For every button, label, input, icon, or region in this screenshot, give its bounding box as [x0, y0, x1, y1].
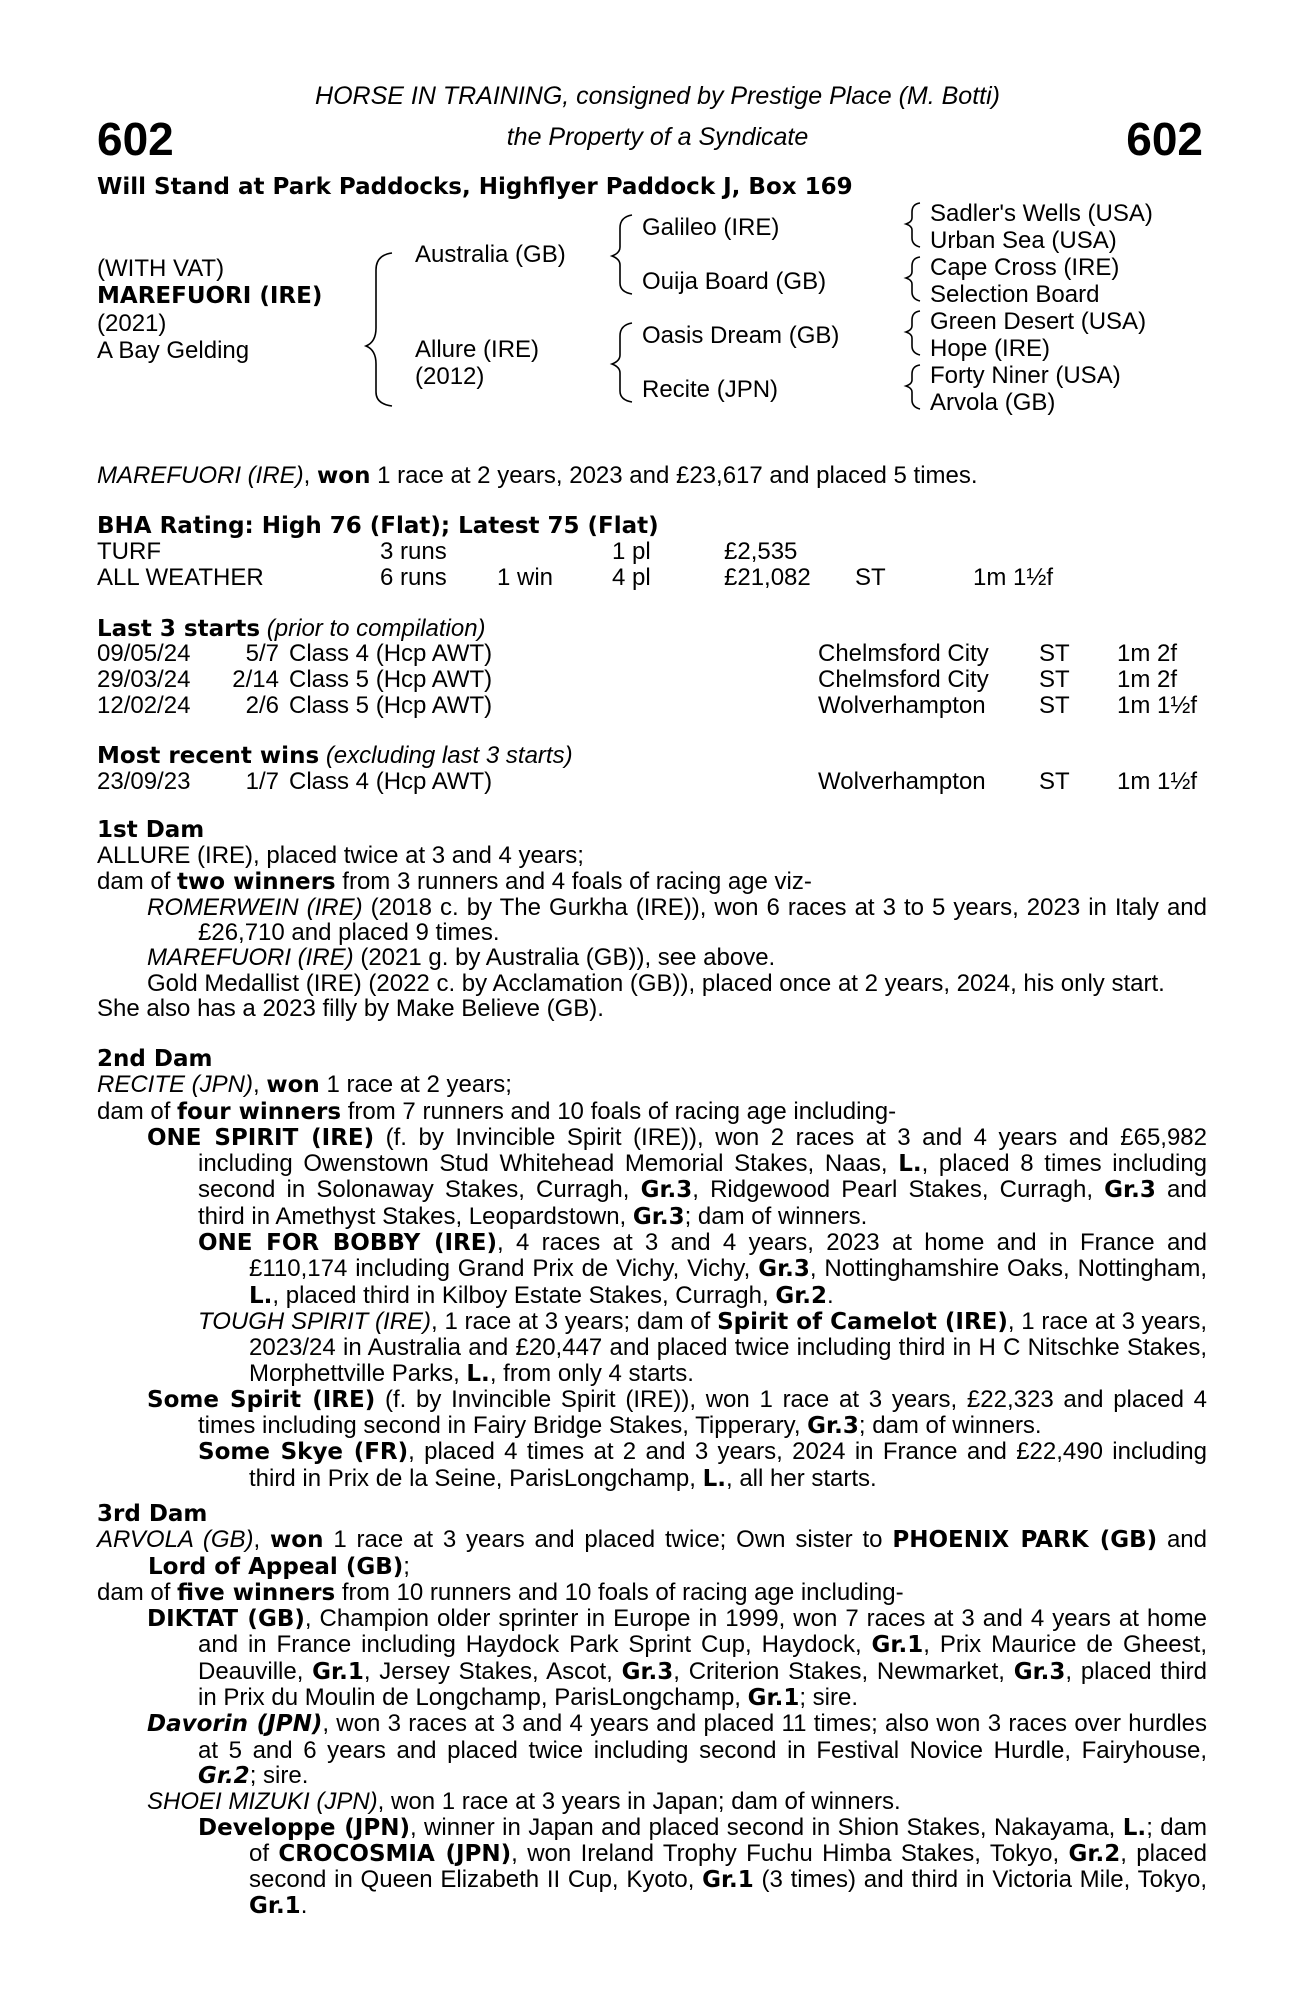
dam-name: RECITE (JPN)	[97, 1071, 253, 1099]
produce-diktat	[97, 1606, 1207, 1711]
text: (f. by Invincible Spirit (IRE)), won 2 races at 3 and 4 years and £65,982 including Owenstown Stud Whitehead Memorial Stakes, Naas,	[198, 1123, 1208, 1178]
pedigree-gen3-6: Hope (IRE)	[930, 335, 1051, 362]
first-dam-section	[97, 818, 1207, 1021]
grade: Gr.1	[312, 1658, 364, 1685]
grade: Gr.3	[1104, 1177, 1156, 1204]
text: , won 1 race at 3 years in Japan; dam of winners.	[377, 1788, 901, 1816]
rating-placed: 4 pl	[612, 564, 651, 591]
text: (f. by Invincible Spirit (IRE)), won 1 race at 3 years, £22,323 and placed 4 times including second in Fairy Bridge Stakes, Tipperary,	[198, 1385, 1207, 1440]
produce-name: Developpe (JPN)	[198, 1814, 410, 1841]
start-position: 2/14	[232, 666, 279, 693]
text: , placed 4 times at 2 and 3 years, 2024 in France and £22,490 including third in Prix de la Seine, ParisLongchamp,	[249, 1438, 1207, 1492]
consignment-line: HORSE IN TRAINING, consigned by Prestige Place (M. Botti)	[315, 82, 1000, 110]
text: ,	[253, 1071, 267, 1099]
text: , all her starts.	[725, 1464, 877, 1492]
winners-count: four winners	[177, 1098, 342, 1125]
pedigree-gen2-3: Oasis Dream (GB)	[642, 322, 840, 349]
winners-count: two winners	[177, 868, 336, 895]
produce-gold-medallist: Gold Medallist (IRE) (2022 c. by Acclamation (GB)), placed once at 2 years, 2024, his only start.	[147, 969, 1165, 997]
produce-name: SHOEI MIZUKI (JPN)	[147, 1788, 378, 1816]
horse-year: (2021)	[97, 310, 167, 337]
text: , Nottinghamshire Oaks, Nottingham,	[809, 1255, 1207, 1283]
text: , won Ireland Trophy Fuchu Himba Stakes, Tokyo,	[511, 1839, 1069, 1867]
pedigree-gen3-3: Cape Cross (IRE)	[930, 254, 1120, 281]
brace-g3-2	[906, 257, 920, 301]
rating-going: ST	[855, 564, 886, 591]
third-dam-line	[97, 1527, 1207, 1580]
grade: Gr.3	[640, 1177, 693, 1204]
grade: Gr.3	[758, 1256, 810, 1283]
text: , 1 race at 3 years; dam of	[431, 1307, 718, 1335]
text: dam of	[97, 867, 178, 895]
pedigree-gen3-7: Forty Niner (USA)	[930, 362, 1121, 389]
text: ;	[403, 1552, 410, 1580]
vat-note: (WITH VAT)	[97, 255, 225, 282]
produce-name: ONE SPIRIT (IRE)	[147, 1124, 375, 1151]
brace-g3-3	[906, 311, 920, 355]
second-dam-section	[97, 1047, 1207, 1492]
rating-surface: TURF	[97, 538, 161, 565]
text: , Jersey Stakes, Ascot,	[363, 1657, 622, 1685]
third-dam-title: 3rd Dam	[97, 1501, 208, 1527]
produce-some-skye	[97, 1439, 1207, 1492]
produce-name: Some Spirit (IRE)	[147, 1386, 376, 1413]
text: ,	[253, 1526, 271, 1554]
text: , placed 8 times including second in Solonaway Stakes, Curragh,	[198, 1150, 1208, 1204]
grade: L.	[702, 1465, 726, 1492]
brace-dam	[612, 323, 632, 402]
text: , from only 4 starts.	[489, 1359, 694, 1387]
second-dam-produce-line	[97, 1099, 1207, 1125]
summary-won: won	[317, 463, 371, 489]
start-course: Chelmsford City	[818, 666, 989, 693]
grade: L.	[249, 1282, 273, 1309]
grade: Gr.1	[702, 1867, 754, 1894]
text: (3 times) and third in Victoria Mile, Tokyo,	[753, 1866, 1207, 1894]
recent-wins-heading	[97, 742, 573, 770]
win-position: 1/7	[245, 768, 279, 795]
rating-surface: ALL WEATHER	[97, 564, 264, 591]
grade: Gr.3	[632, 1203, 685, 1230]
pedigree-gen2-1: Galileo (IRE)	[642, 214, 780, 241]
start-race: Class 5 (Hcp AWT)	[289, 666, 493, 693]
winners-count: five winners	[177, 1579, 336, 1606]
grade: Gr.3	[621, 1658, 674, 1685]
produce-text: (2021 g. by Australia (GB)), see above.	[353, 944, 776, 972]
produce-name: DIKTAT (GB)	[147, 1606, 305, 1633]
text: .	[300, 1892, 308, 1920]
rating-runs: 3 runs	[380, 538, 447, 565]
pedigree-gen3-5: Green Desert (USA)	[930, 308, 1147, 335]
text: , 1 race at 3 years, 2023/24 in Australia and £20,447 and placed twice including third in H C Nitschke Stakes, Morphettville Parks,	[249, 1307, 1208, 1387]
grade: Gr.2	[1068, 1840, 1121, 1867]
start-distance: 1m 1½f	[1117, 692, 1198, 719]
pedigree-gen3-2: Urban Sea (USA)	[930, 227, 1117, 254]
first-dam-produce-line	[97, 869, 1207, 895]
start-race: Class 5 (Hcp AWT)	[289, 692, 493, 719]
produce-one-spirit	[97, 1125, 1207, 1230]
text: from 10 runners and 10 foals of racing age including-	[335, 1578, 904, 1606]
start-course: Chelmsford City	[818, 640, 989, 667]
produce-shoei-mizuki	[97, 1789, 1207, 1814]
pedigree-gen3-8: Arvola (GB)	[930, 389, 1056, 416]
horse-description: A Bay Gelding	[97, 337, 250, 364]
text: dam of	[97, 1578, 178, 1606]
text: ; dam of winners.	[684, 1202, 868, 1230]
rating-prize: £2,535	[724, 538, 798, 565]
second-dam-title: 2nd Dam	[97, 1046, 213, 1072]
lot-number-left: 602	[97, 113, 174, 165]
third-dam-section	[97, 1502, 1207, 1920]
start-distance: 1m 2f	[1117, 640, 1178, 667]
summary-text: 1 race at 2 years, 2023 and £23,617 and placed 5 times.	[377, 462, 978, 489]
stand-location: Will Stand at Park Paddocks, Highflyer Paddock J, Box 169	[97, 174, 853, 200]
summary-horse-name: MAREFUORI (IRE)	[97, 462, 304, 489]
pedigree-gen3-1: Sadler's Wells (USA)	[930, 200, 1153, 227]
recent-wins-title: Most recent wins	[97, 743, 320, 769]
win-date: 23/09/23	[97, 768, 191, 795]
produce-marefuori	[97, 945, 1207, 970]
grade: L.	[466, 1360, 490, 1387]
first-dam-line: ALLURE (IRE), placed twice at 3 and 4 years;	[97, 842, 584, 870]
text: from 7 runners and 10 foals of racing age including-	[341, 1097, 897, 1125]
produce-tough-spirit	[97, 1309, 1207, 1387]
text: , Ridgewood Pearl Stakes, Curragh,	[692, 1176, 1105, 1204]
relative-name: Lord of Appeal (GB)	[148, 1553, 404, 1580]
second-dam-line	[97, 1072, 1207, 1098]
grade: Gr.2	[198, 1762, 250, 1789]
grade: Gr.2	[775, 1282, 828, 1309]
produce-name: TOUGH SPIRIT (IRE)	[198, 1307, 432, 1335]
relative-name: PHOENIX PARK (GB)	[892, 1527, 1158, 1554]
brace-g3-4	[906, 365, 920, 409]
pedigree-gen3-4: Selection Board	[930, 281, 1100, 308]
brace-sire	[612, 215, 632, 294]
produce-name: Davorin (JPN)	[147, 1711, 323, 1738]
text: 1 race at 3 years and placed twice; Own sister to	[323, 1526, 893, 1554]
first-dam-title: 1st Dam	[97, 817, 205, 843]
bha-rating-title: BHA Rating: High 76 (Flat); Latest 75 (Flat)	[97, 513, 659, 539]
start-distance: 1m 2f	[1117, 666, 1178, 693]
produce-davorin	[97, 1711, 1207, 1789]
won-label: won	[266, 1072, 320, 1099]
first-dam-also: She also has a 2023 filly by Make Believe (GB).	[97, 995, 604, 1023]
text: ; sire.	[799, 1684, 859, 1712]
produce-name: ROMERWEIN (IRE)	[147, 893, 363, 921]
start-going: ST	[1039, 692, 1070, 719]
text: dam of	[97, 1097, 178, 1125]
text: ; dam of winners.	[858, 1412, 1042, 1440]
win-distance: 1m 1½f	[1117, 768, 1198, 795]
text: .	[827, 1281, 834, 1309]
recent-wins-note: (excluding last 3 starts)	[325, 742, 573, 769]
grade: Gr.3	[807, 1413, 859, 1440]
win-course: Wolverhampton	[818, 768, 986, 795]
text: , won 3 races at 3 and 4 years and placed 11 times; also won 3 races over hurdles at 5 and 6 years and placed twice including second in Festival Novice Hurdle, Fairyhouse,	[198, 1710, 1208, 1764]
pedigree-gen2-4: Recite (JPN)	[642, 376, 779, 403]
start-going: ST	[1039, 640, 1070, 667]
text: , winner in Japan and placed second in Shion Stakes, Nakayama,	[409, 1813, 1123, 1841]
third-dam-produce-line	[97, 1580, 1207, 1606]
start-date: 29/03/24	[97, 666, 191, 693]
sire-name: Australia (GB)	[415, 241, 566, 268]
last-starts-note: (prior to compilation)	[266, 615, 486, 642]
produce-developpe	[97, 1815, 1207, 1920]
produce-name: CROCOSMIA (JPN)	[278, 1840, 512, 1867]
horse-name: MAREFUORI (IRE)	[97, 283, 323, 309]
text: ; sire.	[249, 1761, 309, 1789]
last-starts-heading	[97, 615, 486, 643]
dam-year: (2012)	[415, 363, 485, 390]
produce-text: (2018 c. by The Gurkha (IRE)), won 6 races at 3 to 5 years, 2023 in Italy and £26,710 and placed 9 times.	[198, 893, 1207, 947]
rating-placed: 1 pl	[612, 538, 651, 565]
rating-prize: £21,082	[724, 564, 811, 591]
last-starts-title: Last 3 starts	[97, 616, 261, 642]
start-position: 2/6	[245, 692, 279, 719]
text: , placed second in Queen Elizabeth II Cup, Kyoto,	[249, 1839, 1207, 1894]
text: , Champion older sprinter in Europe in 1999, won 7 races at 3 and 4 years at home and in France including Haydock Park Sprint Cup, Haydock,	[198, 1605, 1207, 1659]
text: ; dam of	[249, 1813, 1207, 1867]
text: 1 race at 2 years;	[319, 1071, 512, 1099]
rating-wins: 1 win	[497, 564, 554, 591]
grade: Gr.1	[249, 1893, 301, 1920]
brace-main	[366, 253, 392, 406]
text: , Prix Maurice de Gheest, Deauville,	[198, 1631, 1207, 1685]
start-position: 5/7	[245, 640, 279, 667]
text: from 3 runners and 4 foals of racing age viz-	[335, 867, 812, 895]
win-race: Class 4 (Hcp AWT)	[289, 768, 493, 795]
text: , Criterion Stakes, Newmarket,	[673, 1657, 1014, 1685]
produce-some-spirit	[97, 1387, 1207, 1440]
pedigree-gen2-2: Ouija Board (GB)	[642, 268, 827, 295]
grade: L.	[1122, 1814, 1147, 1841]
win-going: ST	[1039, 768, 1070, 795]
produce-name: Some Skye (FR)	[198, 1439, 409, 1466]
start-course: Wolverhampton	[818, 692, 986, 719]
produce-name: Spirit of Camelot (IRE)	[717, 1308, 1008, 1335]
text: , placed third in Prix du Moulin de Longchamp, ParisLongchamp,	[198, 1657, 1207, 1712]
text: , placed third in Kilboy Estate Stakes, Curragh,	[272, 1281, 776, 1309]
start-going: ST	[1039, 666, 1070, 693]
property-line: the Property of a Syndicate	[506, 123, 809, 151]
won-label: won	[270, 1527, 324, 1554]
dam-name: ARVOLA (GB)	[97, 1526, 254, 1554]
start-date: 09/05/24	[97, 640, 191, 667]
grade: L.	[898, 1151, 922, 1178]
produce-romerwein	[97, 895, 1207, 946]
brace-g3-1	[906, 203, 920, 247]
produce-name: MAREFUORI (IRE)	[147, 944, 354, 972]
produce-name: ONE FOR BOBBY (IRE)	[198, 1230, 497, 1257]
grade: Gr.3	[1013, 1658, 1066, 1685]
lot-number-right: 602	[1126, 113, 1203, 165]
text: and	[1157, 1526, 1207, 1554]
start-date: 12/02/24	[97, 692, 191, 719]
start-race: Class 4 (Hcp AWT)	[289, 640, 493, 667]
grade: Gr.1	[871, 1632, 924, 1659]
produce-one-for-bobby	[97, 1230, 1207, 1309]
text: , 4 races at 3 and 4 years, 2023 at home and in France and £110,174 including Grand Prix de Vichy, Vichy,	[249, 1229, 1207, 1283]
rating-distance: 1m 1½f	[973, 564, 1054, 591]
dam-name: Allure (IRE)	[415, 336, 540, 363]
rating-runs: 6 runs	[380, 564, 447, 591]
race-summary: MAREFUORI (IRE), won 1 race at 2 years, 2023 and £23,617 and placed 5 times.	[97, 462, 978, 489]
grade: Gr.1	[747, 1685, 800, 1712]
text: and third in Amethyst Stakes, Leopardstown,	[198, 1176, 1208, 1230]
